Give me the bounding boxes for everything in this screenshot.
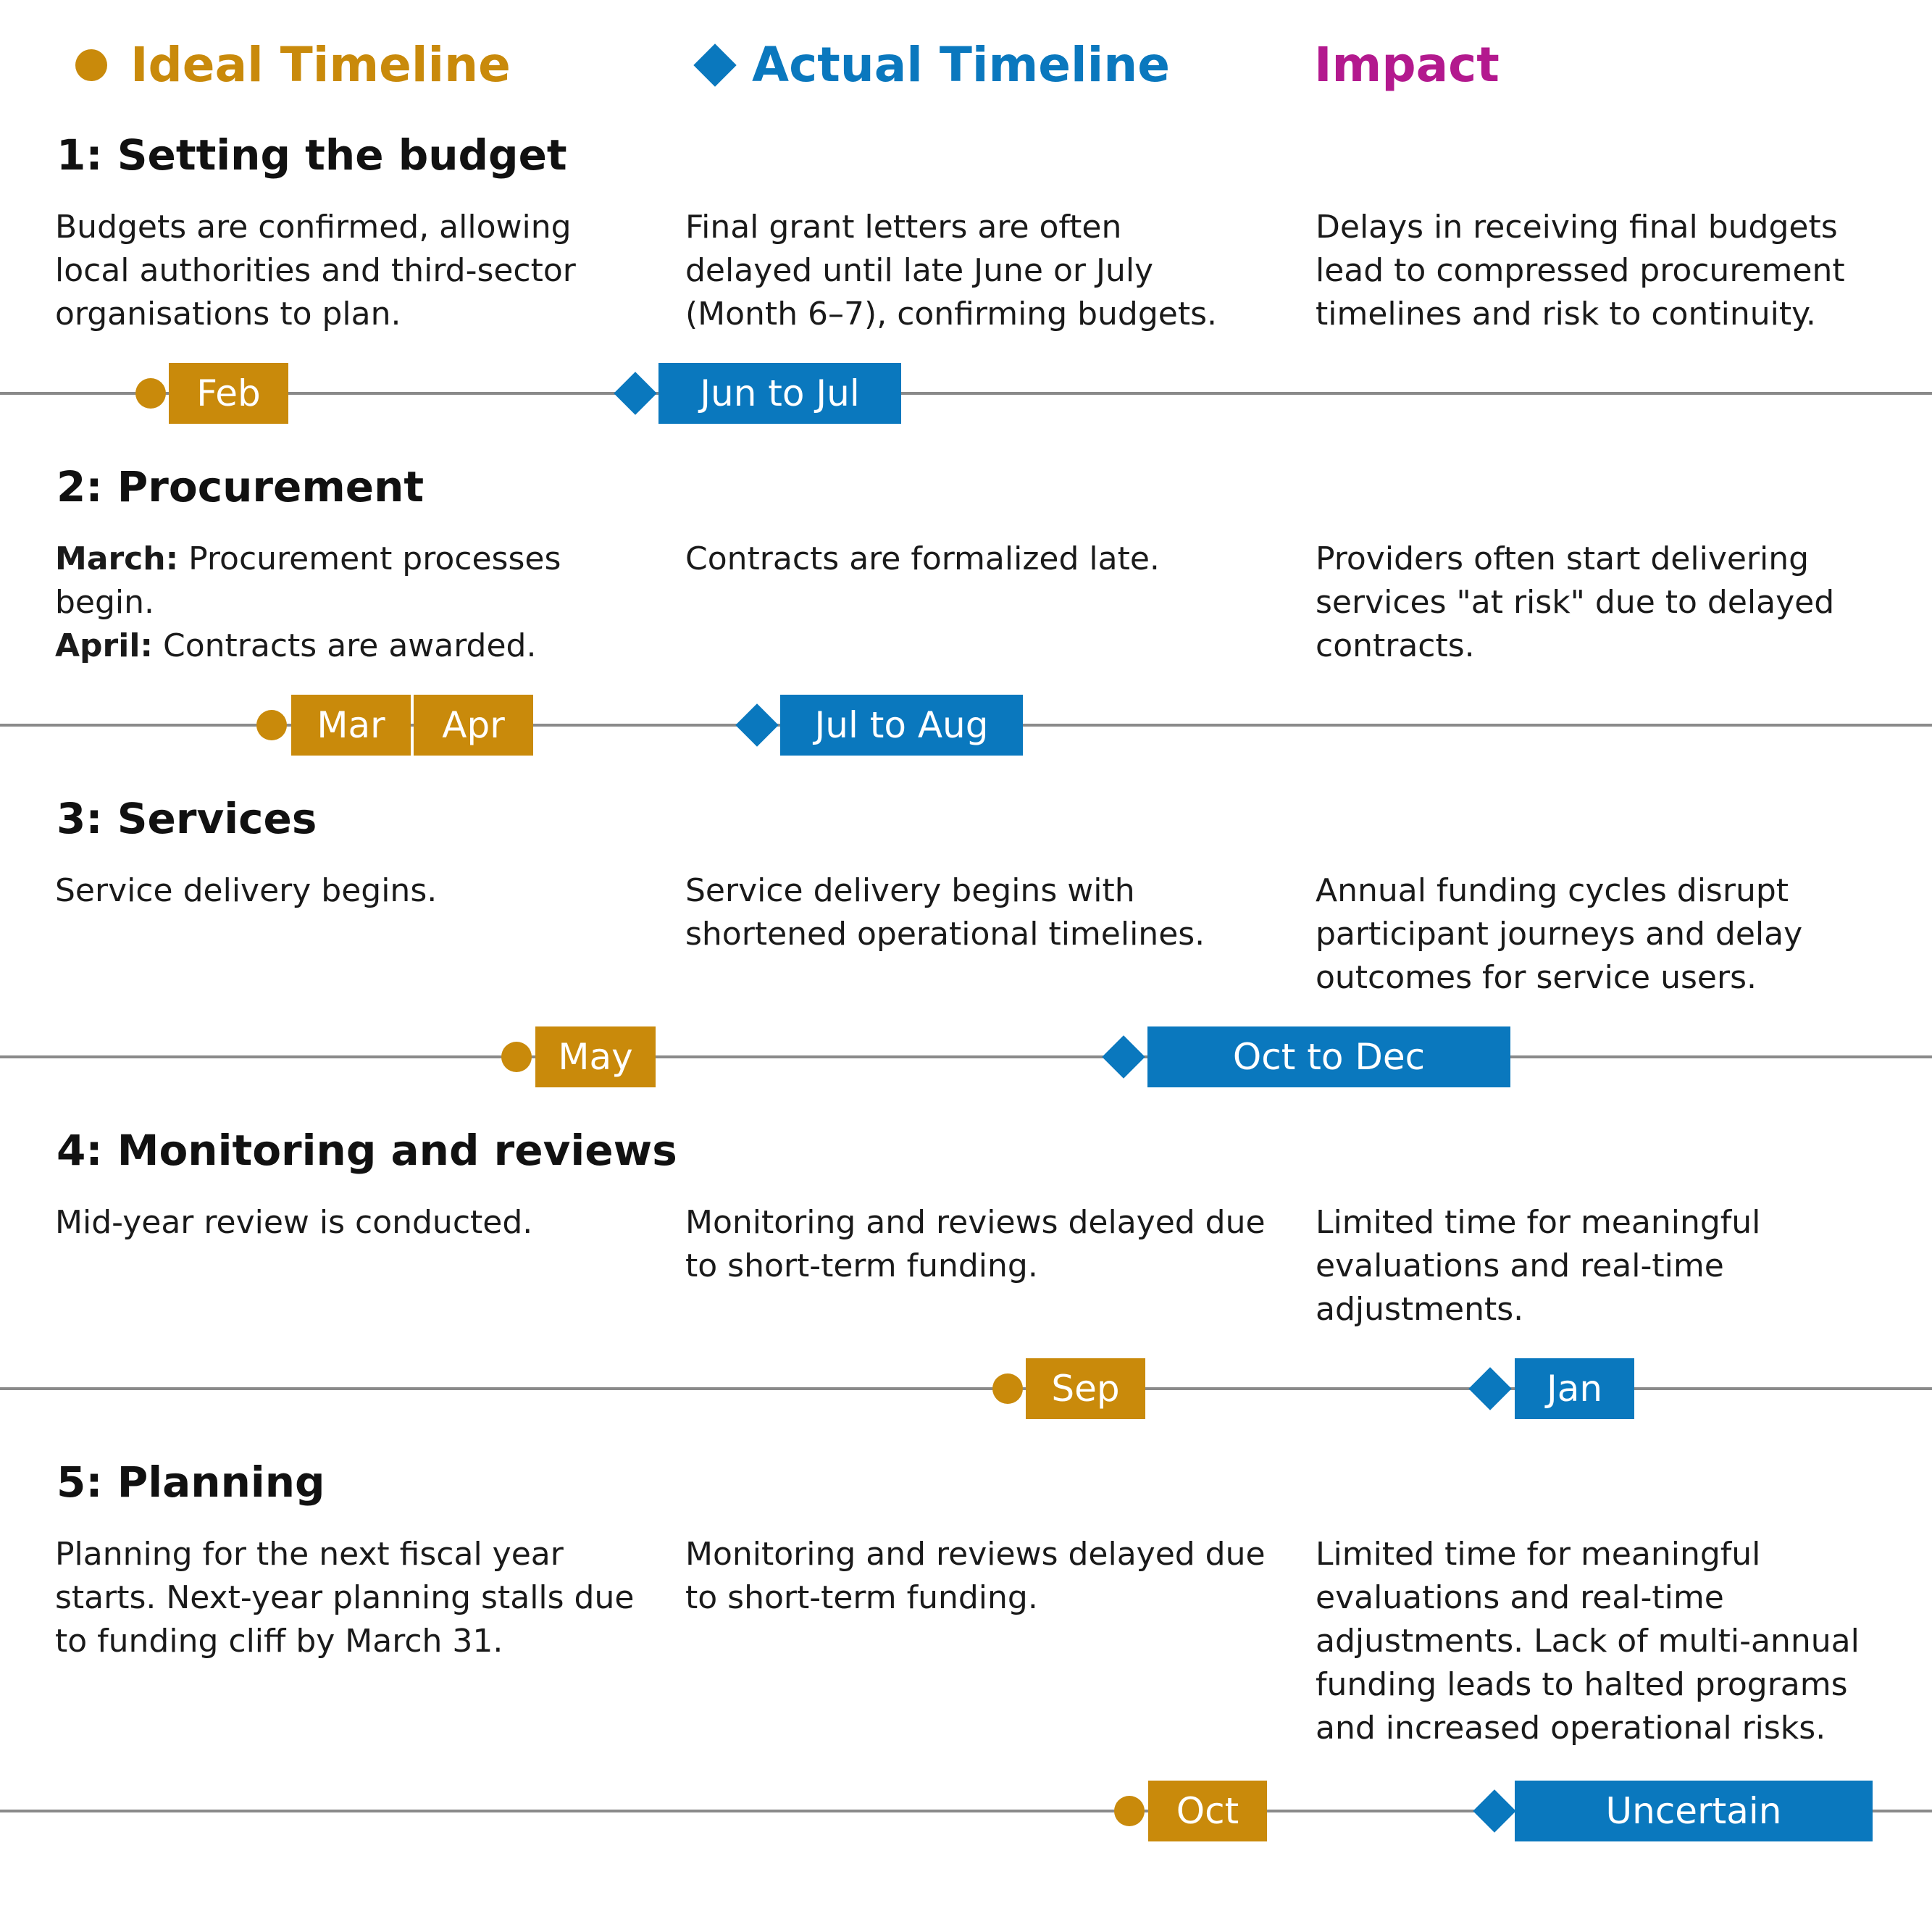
timeline-line bbox=[0, 1387, 1932, 1390]
actual-diamond-icon bbox=[614, 372, 656, 414]
ideal-description: Budgets are confirmed, allowing local authorities and third-sector organisations to plan. bbox=[55, 209, 576, 333]
ideal-dot-icon bbox=[135, 378, 166, 409]
ideal-date-label: May bbox=[535, 1026, 656, 1087]
actual-diamond-icon bbox=[1468, 1367, 1511, 1410]
actual-diamond-icon bbox=[1102, 1035, 1145, 1078]
ideal-date-label: Oct bbox=[1148, 1781, 1267, 1841]
actual-description: Monitoring and reviews delayed due to short-term funding. bbox=[685, 1204, 1266, 1284]
actual-date-label: Uncertain bbox=[1515, 1781, 1873, 1841]
actual-date-label: Jan bbox=[1515, 1358, 1634, 1419]
impact-description: Providers often start delivering services "at risk" due to delayed contracts. bbox=[1316, 540, 1835, 664]
legend-actual-label: Actual Timeline bbox=[752, 37, 1171, 93]
stage-title: 3: Services bbox=[57, 794, 317, 843]
ideal-dot-icon bbox=[256, 710, 287, 740]
actual-diamond-icon bbox=[1473, 1789, 1515, 1832]
ideal-date-label: Mar bbox=[291, 695, 411, 756]
impact-description: Annual funding cycles disrupt participant journeys and delay outcomes for service users. bbox=[1316, 872, 1803, 996]
ideal-date-label: Feb bbox=[169, 363, 288, 424]
month-text: Contracts are awarded. bbox=[153, 627, 537, 664]
actual-description: Contracts are formalized late. bbox=[685, 540, 1160, 577]
ideal-description: Service delivery begins. bbox=[55, 872, 438, 909]
ideal-description: Mid-year review is conducted. bbox=[55, 1204, 533, 1241]
ideal-date-label: Sep bbox=[1026, 1358, 1145, 1419]
actual-diamond-icon bbox=[735, 703, 778, 746]
actual-diamond-icon bbox=[693, 43, 736, 86]
ideal-dot-icon bbox=[992, 1373, 1023, 1404]
legend-impact-label: Impact bbox=[1314, 37, 1500, 93]
month-bold: March: bbox=[55, 540, 179, 577]
ideal-dot-icon bbox=[501, 1042, 532, 1072]
ideal-line-april bbox=[55, 624, 649, 668]
ideal-dot-icon bbox=[75, 49, 107, 81]
actual-date-label: Jun to Jul bbox=[658, 363, 901, 424]
stage-title: 1: Setting the budget bbox=[57, 130, 567, 180]
impact-description: Limited time for meaningful evaluations and real-time adjustments. Lack of multi-annual funding leads to halted programs and increased operational risks. bbox=[1316, 1536, 1860, 1747]
timeline-line bbox=[0, 392, 1932, 395]
impact-description: Delays in receiving final budgets lead to compressed procurement timelines and risk to continuity. bbox=[1316, 209, 1845, 333]
ideal-description bbox=[55, 538, 649, 668]
actual-description: Service delivery begins with shortened operational timelines. bbox=[685, 872, 1205, 953]
month-text: Procurement processes begin. bbox=[55, 540, 561, 621]
ideal-line-march bbox=[55, 538, 649, 624]
actual-description: Monitoring and reviews delayed due to short-term funding. bbox=[685, 1536, 1266, 1616]
ideal-description: Planning for the next fiscal year starts. Next-year planning stalls due to funding cliff by March 31. bbox=[55, 1536, 635, 1660]
timeline-line bbox=[0, 1055, 1932, 1058]
actual-date-label: Oct to Dec bbox=[1147, 1026, 1510, 1087]
actual-description: Final grant letters are often delayed until late June or July (Month 6–7), confirming budgets. bbox=[685, 209, 1218, 333]
actual-date-label: Jul to Aug bbox=[780, 695, 1023, 756]
impact-description: Limited time for meaningful evaluations and real-time adjustments. bbox=[1316, 1204, 1761, 1328]
legend-ideal-label: Ideal Timeline bbox=[130, 37, 511, 93]
ideal-dot-icon bbox=[1114, 1796, 1145, 1826]
month-bold: April: bbox=[55, 627, 154, 664]
stage-title: 5: Planning bbox=[57, 1458, 325, 1507]
ideal-date-label: Apr bbox=[414, 695, 533, 756]
stage-title: 2: Procurement bbox=[57, 462, 425, 511]
stage-title: 4: Monitoring and reviews bbox=[57, 1126, 677, 1175]
